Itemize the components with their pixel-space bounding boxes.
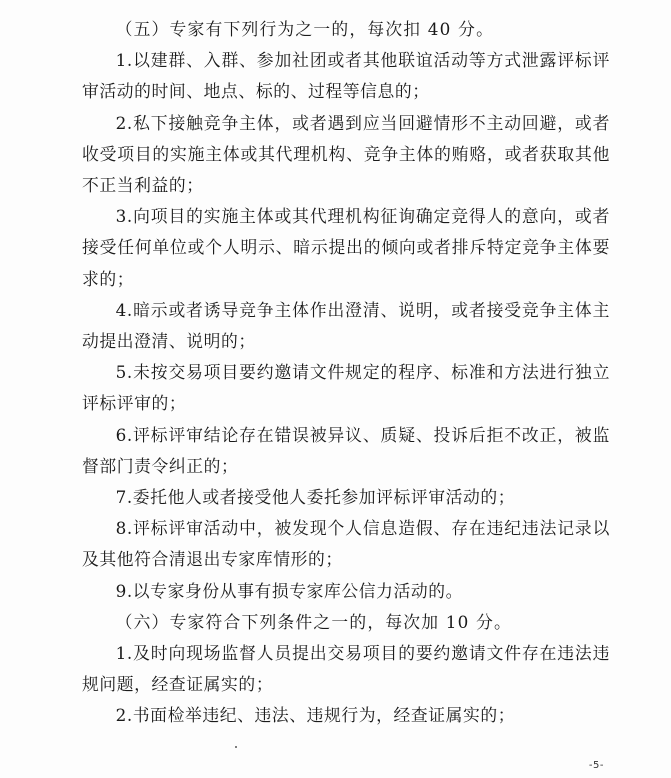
section-5-item-5: 5.未按交易项目要约邀请文件规定的程序、标准和方法进行独立评标评审的； [82, 362, 610, 414]
page-number: -5- [588, 760, 604, 771]
section-5-heading: （五）专家有下列行为之一的，每次扣 40 分。 [115, 19, 495, 39]
section-5-item-3: 3.向项目的实施主体或其代理机构征询确定竞得人的意向，或者接受任何单位或个人明示、暗示提出的倾向或者排斥特定竞争主体要求的； [82, 206, 610, 289]
section-5-item-8: 8.评标评审活动中，被发现个人信息造假、存在违纪违法记录以及其他符合清退出专家库情形的； [82, 518, 610, 570]
scan-speck [235, 746, 237, 748]
section-5-item-1: 1.以建群、入群、参加社团或者其他联谊活动等方式泄露评标评审活动的时间、地点、标的、过程等信息的； [82, 50, 610, 102]
section-6-item-1: 1.及时向现场监督人员提出交易项目的要约邀请文件存在违法违规问题，经查证属实的； [82, 643, 610, 695]
document-body [82, 14, 610, 732]
section-5-item-6: 6.评标评审结论存在错误被异议、质疑、投诉后拒不改正，被监督部门责令纠正的； [82, 424, 610, 476]
section-5-item-4: 4.暗示或者诱导竞争主体作出澄清、说明，或者接受竞争主体主动提出澄清、说明的； [82, 299, 610, 352]
section-6-heading: （六）专家符合下列条件之一的，每次加 10 分。 [115, 611, 513, 632]
section-6-item-2: 2.书面检举违纪、违法、违规行为，经查证属实的； [115, 705, 516, 726]
section-5-item-9: 9.以专家身份从事有损专家库公信力活动的。 [115, 580, 464, 601]
section-5-item-2: 2.私下接触竞争主体，或者遇到应当回避情形不主动回避，或者收受项目的实施主体或其代理机构、竞争主体的贿赂，或者获取其他不正当利益的； [82, 112, 610, 196]
section-5-item-7: 7.委托他人或者接受他人委托参加评标评审活动的； [115, 487, 516, 508]
